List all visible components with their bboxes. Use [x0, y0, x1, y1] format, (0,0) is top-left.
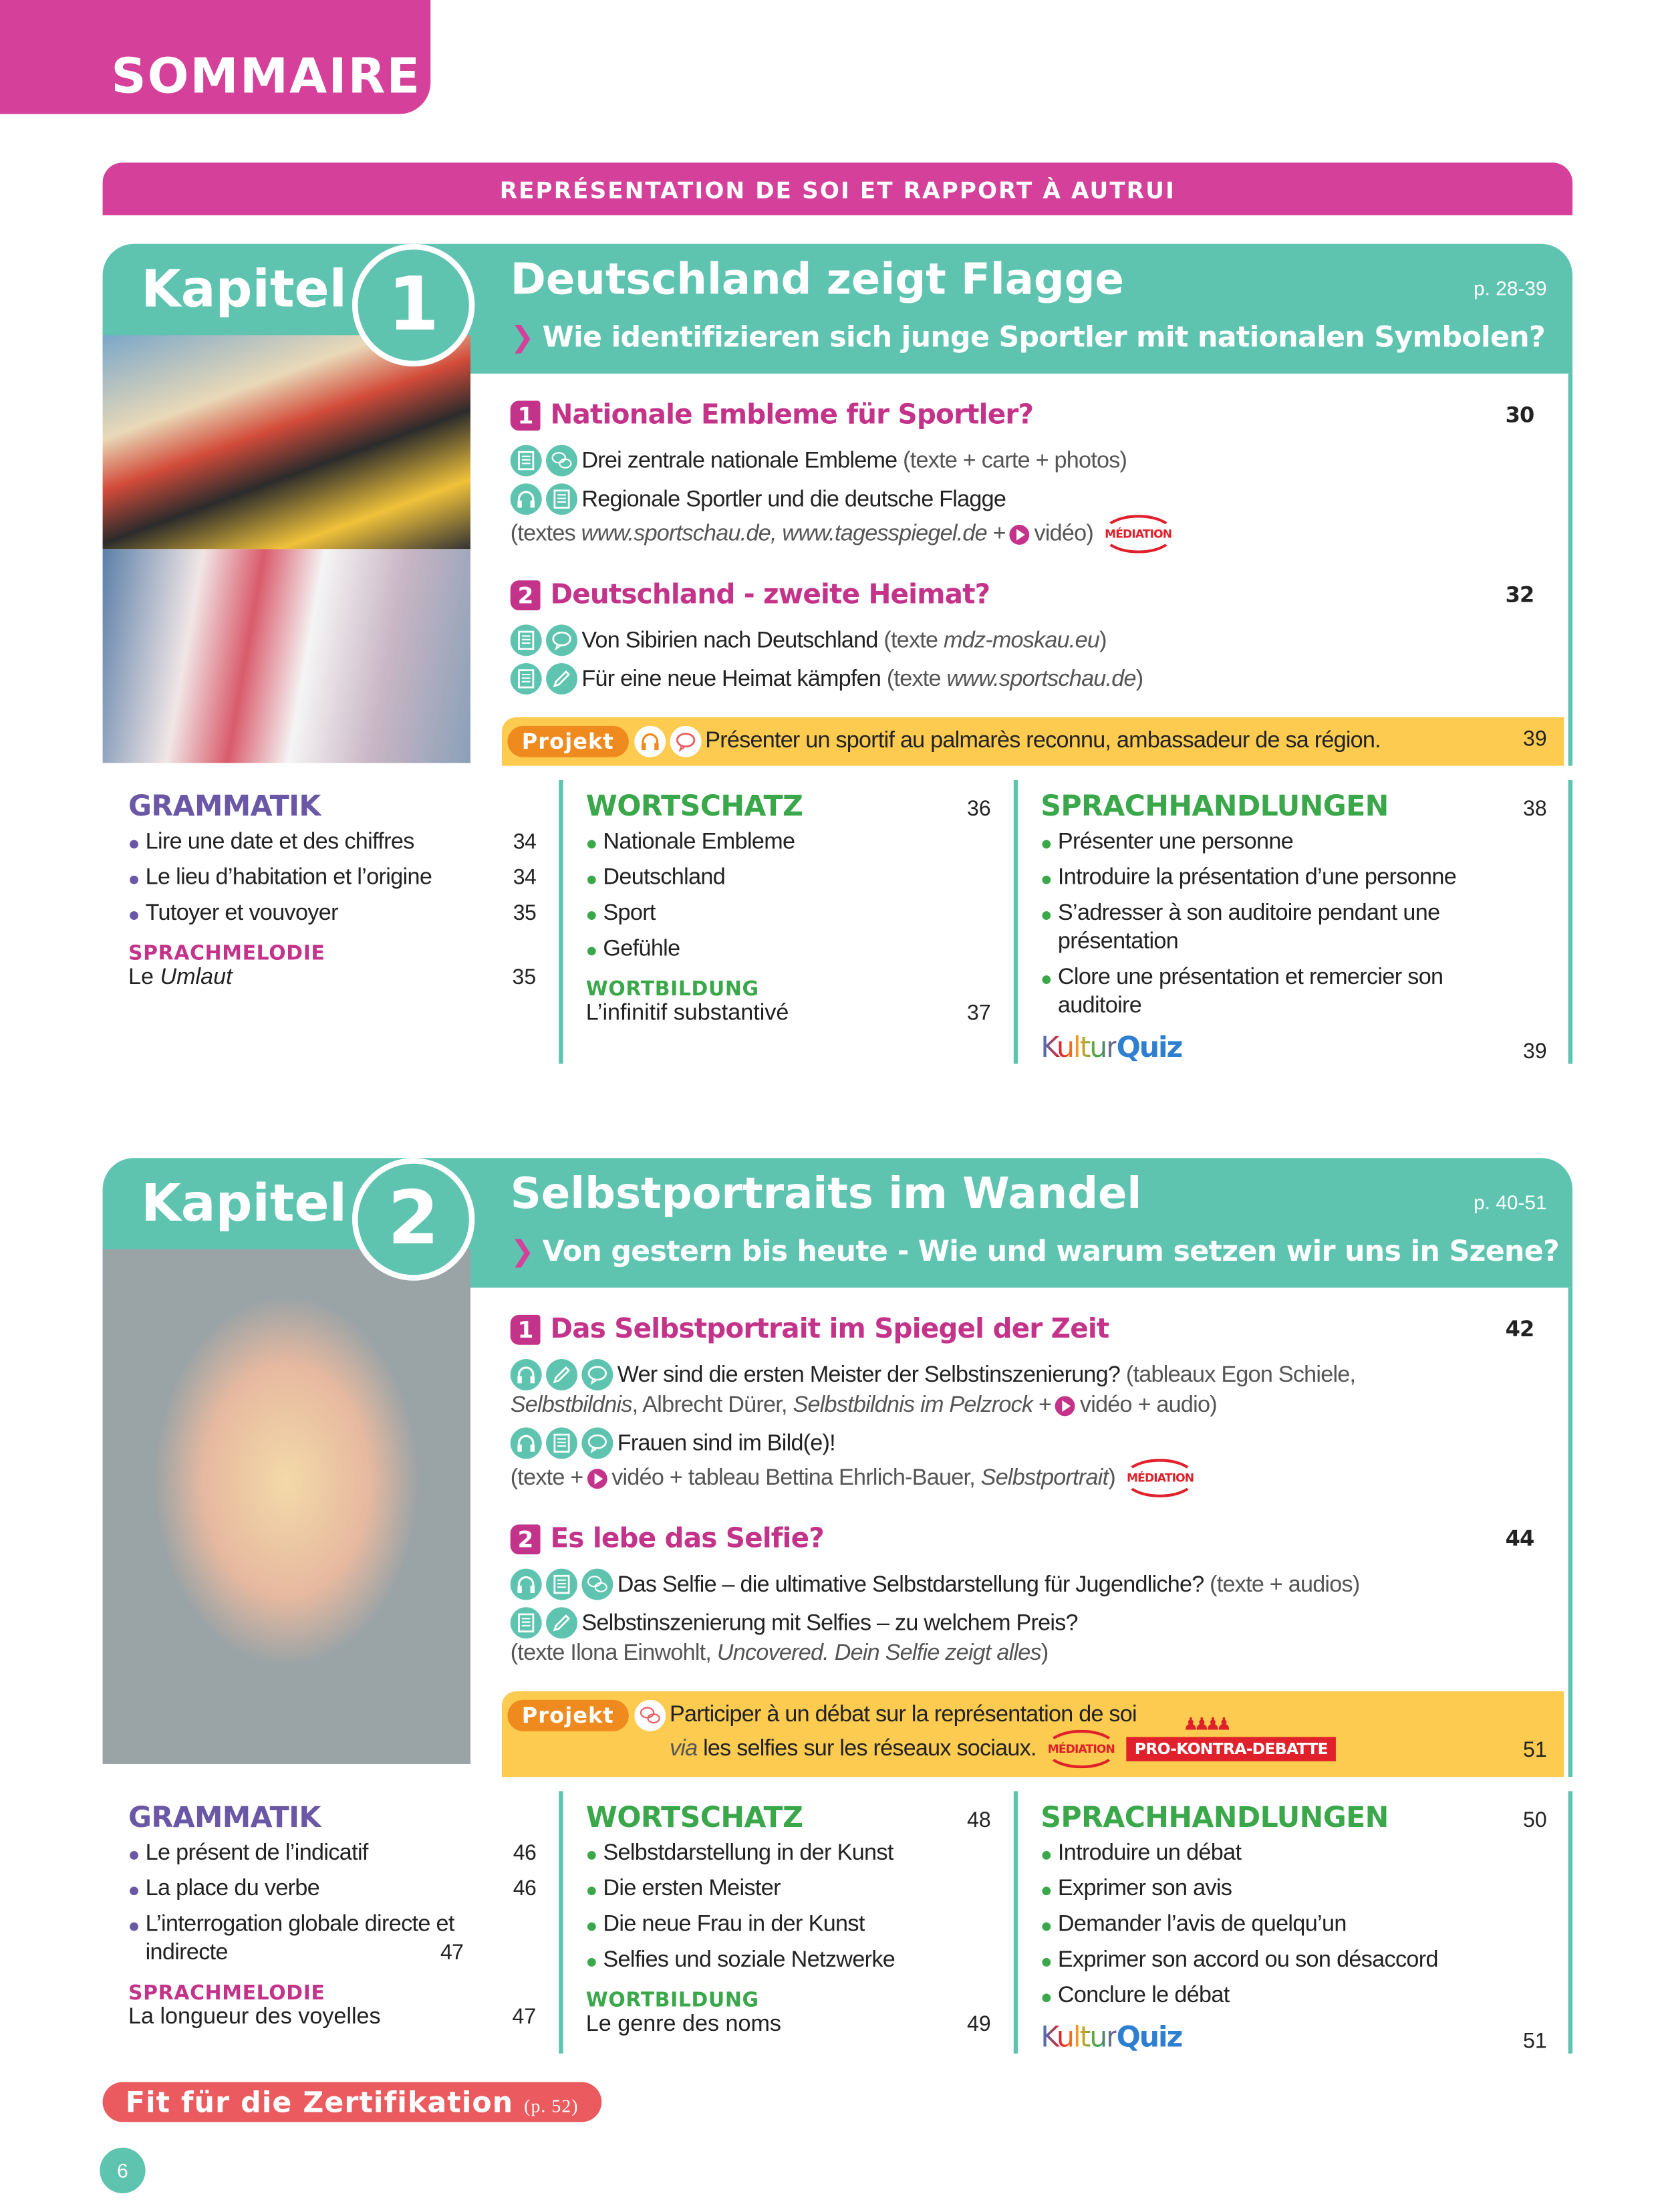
text-icon: [546, 483, 577, 515]
text-icon: [511, 1607, 542, 1638]
certification-link[interactable]: [103, 2082, 601, 2122]
item-text: Le genre des noms: [585, 2012, 782, 2037]
grammatik-item[interactable]: [128, 1911, 463, 1968]
text-icon: [511, 445, 542, 477]
item-text: L’interrogation globale directe et indirecte: [145, 1912, 454, 1965]
item-text: Frauen sind im Bild(e)!: [617, 1431, 835, 1456]
item-text: (texte: [883, 628, 944, 652]
item-text: les selfies sur les réseaux sociaux.: [697, 1737, 1037, 1761]
item-page: 34: [513, 830, 537, 854]
painting-self-portrait: [103, 1249, 470, 1764]
section-title: Es lebe das Selfie?: [550, 1523, 824, 1555]
source-title: Selbstportrait: [980, 1466, 1109, 1491]
item-line: [511, 1390, 1551, 1421]
item-line: [511, 483, 1551, 515]
section-heading[interactable]: [511, 1520, 1551, 1557]
item-line: [511, 1459, 1551, 1497]
kulturquiz-logo[interactable]: [1041, 2019, 1568, 2054]
item-text: , Albrecht Dürer,: [632, 1393, 793, 1418]
mediation-badge: MÉDIATION: [1045, 1730, 1118, 1769]
item-page: 37: [967, 1001, 991, 1025]
play-icon: [587, 1468, 607, 1488]
grammatik-item[interactable]: [128, 828, 536, 857]
section-title: Das Selbstportrait im Spiegel der Zeit: [550, 1313, 1109, 1345]
sprachhandlungen-item[interactable]: Demander l’avis de quelqu’un: [1041, 1911, 1511, 1940]
item-text: Wer sind die ersten Meister der Selbstinszenierung?: [617, 1362, 1126, 1387]
chevron-right-icon: ❯: [510, 1233, 534, 1268]
chapter-details: [103, 780, 1572, 1064]
write-icon: [546, 1359, 577, 1390]
text-icon: [546, 1569, 577, 1600]
item-line: [511, 1569, 1551, 1600]
projekt-page: 51: [1523, 1738, 1547, 1763]
item-text: Von Sibirien nach Deutschland: [581, 628, 884, 652]
projekt-text: [705, 726, 1381, 756]
speak-icon: [581, 1359, 613, 1390]
wortschatz-list: [586, 828, 1014, 964]
chapter-question: [511, 320, 1545, 354]
sprachhandlungen-item[interactable]: Conclure le débat: [1041, 1982, 1511, 2011]
list-item[interactable]: [511, 624, 1551, 656]
dialog-icon: [581, 1569, 613, 1600]
list-item[interactable]: [511, 1427, 1551, 1497]
section: [511, 396, 1551, 554]
wortschatz-item[interactable]: Selbstdarstellung in der Kunst: [586, 1840, 1014, 1868]
speak-icon: [546, 624, 577, 656]
wortbildung-heading: WORTBILDUNG: [585, 1989, 759, 2013]
item-line: [511, 1607, 1551, 1638]
sprachhandlungen-item[interactable]: Clore une présentation et remercier son auditoire: [1041, 964, 1511, 1021]
section-title: Nationale Embleme für Sportler?: [550, 399, 1034, 431]
chapter-2: [103, 1158, 1572, 2054]
section-heading[interactable]: [511, 576, 1551, 613]
projekt-bar[interactable]: [502, 717, 1564, 766]
section-title: Deutschland - zweite Heimat?: [550, 579, 990, 611]
write-icon: [546, 663, 577, 695]
source-title: Selbstbildnis: [510, 1393, 632, 1418]
text-icon: [546, 1427, 577, 1459]
audio-icon: [634, 726, 666, 757]
wortschatz-item[interactable]: Nationale Embleme: [586, 828, 1014, 857]
list-item[interactable]: [511, 445, 1551, 477]
sprachhandlungen-item[interactable]: Introduire la présentation d’une personne: [1041, 864, 1511, 893]
kulturquiz-page: 39: [1523, 1039, 1547, 1064]
list-item[interactable]: [511, 663, 1551, 695]
section-page: 42: [1505, 1316, 1534, 1342]
grammatik-item[interactable]: [128, 864, 536, 893]
source-title: www.sportschau.de, www.tagesspiegel.de: [581, 521, 987, 547]
chapter-number: 2: [352, 1158, 474, 1280]
chapter-content: [502, 374, 1572, 766]
item-text: (tableaux Egon Schiele,: [1125, 1362, 1356, 1387]
source-title: Selbstbildnis im Pelzrock: [793, 1393, 1033, 1418]
item-text: (textes: [510, 521, 581, 547]
mediation-badge: MÉDIATION: [1124, 1459, 1197, 1497]
sprachhandlungen-page: 50: [1523, 1808, 1547, 1833]
item-text: vidéo): [1034, 521, 1094, 547]
sprachhandlungen-list: [1041, 1840, 1511, 2011]
section-page: 32: [1505, 582, 1534, 608]
section-page: 30: [1505, 402, 1534, 428]
chapter-pages: p. 28-39: [1474, 276, 1547, 299]
item-text: Lire une date et des chiffres: [145, 830, 414, 854]
item-text: vidéo + tableau Bettina Ehrlich-Bauer,: [611, 1466, 981, 1491]
item-text: (texte + audios): [1210, 1572, 1360, 1597]
grammatik-item[interactable]: [128, 1840, 536, 1868]
fit-label: Fit für die Zertifikation: [125, 2084, 514, 2120]
wortbildung-item[interactable]: [586, 1001, 1014, 1027]
question-text: Wie identifizieren sich junge Sportler mit nationalen Symbolen?: [542, 319, 1546, 354]
photo-athletes-flags: [103, 335, 470, 549]
grammatik-item[interactable]: [128, 1875, 536, 1904]
grammatik-column: [103, 780, 559, 1064]
item-line: [670, 1700, 1337, 1730]
chapter-1: [103, 244, 1572, 1064]
sprachhandlungen-list: [1041, 828, 1511, 1021]
section: [511, 1311, 1551, 1497]
item-text: Drei zentrale nationale Embleme: [581, 448, 904, 473]
wortschatz-item[interactable]: Sport: [586, 900, 1014, 929]
grammatik-column: [103, 1791, 559, 2054]
item-text: (texte +: [510, 1466, 583, 1491]
item-text: Le lieu d’habitation et l’origine: [145, 865, 432, 890]
pro-kontra-debatte-badge: ♟♟♟♟ PRO-KONTRA-DEBATTE: [1126, 1737, 1337, 1761]
item-text-italic: Umlaut: [160, 965, 233, 990]
item-text: Tutoyer et vouvoyer: [145, 901, 338, 926]
sprachhandlungen-item[interactable]: Exprimer son accord ou son désaccord: [1041, 1947, 1511, 1975]
kulturquiz-kultur: Kultur: [1041, 2019, 1117, 2054]
wortschatz-page: 36: [967, 797, 991, 822]
section-number: 1: [511, 1314, 541, 1344]
projekt-label: Projekt: [507, 1700, 628, 1731]
sprachhandlungen-item[interactable]: Exprimer son avis: [1041, 1875, 1511, 1904]
list-item[interactable]: [511, 483, 1551, 554]
item-line: [511, 1638, 1551, 1669]
item-text: vidéo + audio): [1079, 1393, 1217, 1418]
item-text: ): [1135, 666, 1143, 691]
item-page: 47: [440, 1941, 464, 1965]
item-page: 35: [513, 901, 537, 926]
item-text: Für eine neue Heimat kämpfen: [581, 666, 887, 691]
item-line: [511, 445, 1551, 477]
item-text: Le présent de l’indicatif: [145, 1841, 368, 1866]
item-line: [511, 663, 1551, 695]
list-item[interactable]: [511, 1607, 1551, 1669]
item-text: +: [986, 521, 1006, 547]
wortschatz-item[interactable]: Selfies und soziale Netzwerke: [586, 1947, 1014, 1975]
item-text: L’infinitif substantivé: [585, 1001, 789, 1025]
item-line: [670, 1730, 1337, 1769]
item-page: 47: [512, 2005, 537, 2030]
item-text: Présenter un sportif au palmarès reconnu, ambassadeur de sa région.: [705, 729, 1381, 753]
fit-pages: (p. 52): [524, 2094, 579, 2116]
section-heading[interactable]: [511, 396, 1551, 433]
kulturquiz-kultur: Kultur: [1041, 1029, 1117, 1064]
sprachhandlungen-heading: SPRACHHANDLUNGEN: [1041, 1800, 1389, 1834]
audio-icon: [511, 483, 542, 515]
wortschatz-item[interactable]: Die neue Frau in der Kunst: [586, 1911, 1014, 1940]
section: [511, 576, 1551, 695]
audio-icon: [511, 1359, 542, 1390]
theme-banner: REPRÉSENTATION DE SOI ET RAPPORT À AUTRUI: [103, 162, 1572, 215]
wortschatz-item[interactable]: Gefühle: [586, 935, 1014, 964]
audio-icon: [511, 1569, 542, 1600]
item-line: [511, 1359, 1551, 1390]
wortschatz-column: [559, 1791, 1014, 2054]
sprachhandlungen-column: [1014, 780, 1572, 1064]
item-line: [511, 515, 1551, 554]
speak-icon: [670, 726, 701, 757]
item-page: 35: [512, 965, 537, 990]
kulturquiz-logo[interactable]: [1041, 1029, 1568, 1064]
item-line: [511, 1427, 1551, 1459]
item-page: 49: [967, 2012, 991, 2037]
kapitel-label: Kapitel: [141, 261, 347, 320]
section-heading[interactable]: [511, 1311, 1551, 1348]
item-text: Participer à un débat sur la représentation de soi: [669, 1703, 1137, 1727]
dialog-icon: [546, 445, 577, 477]
item-line: [705, 726, 1381, 756]
sommaire-tab: SOMMAIRE: [0, 0, 430, 114]
item-text: La place du verbe: [145, 1876, 320, 1901]
item-text: ): [1108, 1466, 1115, 1491]
wortschatz-column: [559, 780, 1014, 1064]
chapter-details: [103, 1791, 1572, 2054]
chevron-right-icon: ❯: [510, 319, 534, 354]
grammatik-list: [128, 1840, 536, 1968]
wortschatz-heading: WORTSCHATZ: [585, 788, 803, 823]
item-text: Das Selfie – die ultimative Selbstdarstellung für Jugendliche?: [617, 1572, 1210, 1597]
wortschatz-item[interactable]: Deutschland: [586, 864, 1014, 893]
item-page: 46: [513, 1876, 537, 1901]
section: [511, 1520, 1551, 1669]
dialog-icon: [634, 1700, 666, 1731]
projekt-text: [670, 1700, 1337, 1768]
play-icon: [1056, 1395, 1076, 1415]
item-text: ): [1099, 628, 1107, 652]
grammatik-heading: GRAMMATIK: [128, 788, 321, 823]
wortbildung-item[interactable]: [586, 2012, 1014, 2038]
text-icon: [511, 624, 542, 656]
item-text: Selbstinszenierung mit Selfies – zu welchem Preis?: [581, 1610, 1078, 1635]
chapter-title: Selbstportraits im Wandel: [510, 1169, 1142, 1219]
source-title: www.sportschau.de: [946, 666, 1136, 691]
grammatik-item[interactable]: [128, 900, 536, 929]
page-number: 6: [100, 2148, 145, 2193]
source-title: via: [669, 1737, 698, 1761]
wortschatz-item[interactable]: Die ersten Meister: [586, 1875, 1014, 1904]
sprachmelodie-item[interactable]: [128, 2005, 536, 2030]
item-text: Regionale Sportler und die deutsche Flagge: [581, 487, 1006, 511]
sprachhandlungen-item[interactable]: Présenter une personne: [1041, 828, 1511, 857]
item-text: +: [1032, 1393, 1052, 1418]
sprachhandlungen-item[interactable]: S’adresser à son auditoire pendant une présentation: [1041, 900, 1511, 957]
kulturquiz-page: 51: [1523, 2029, 1547, 2054]
item-page: 46: [513, 1841, 537, 1866]
sprachhandlungen-heading: SPRACHHANDLUNGEN: [1041, 788, 1389, 823]
section-number: 2: [511, 1523, 541, 1554]
section-page: 44: [1505, 1525, 1534, 1552]
sprachhandlungen-page: 38: [1523, 797, 1547, 822]
sprachmelodie-heading: SPRACHMELODIE: [128, 943, 325, 966]
question-text: Von gestern bis heute - Wie und warum setzen wir uns in Szene?: [542, 1233, 1560, 1268]
list-item[interactable]: [511, 1569, 1551, 1600]
sprachmelodie-item[interactable]: [128, 965, 536, 991]
item-text: (texte + carte + photos): [903, 448, 1127, 473]
mediation-badge: MÉDIATION: [1102, 515, 1175, 554]
text-icon: [511, 663, 542, 695]
audio-icon: [511, 1427, 542, 1459]
section-number: 2: [511, 580, 541, 610]
item-text: (texte Ilona Einwohlt,: [510, 1641, 717, 1666]
chapter-question: [511, 1233, 1559, 1267]
section-number: 1: [511, 400, 541, 430]
item-text: La longueur des voyelles: [128, 2005, 381, 2030]
grammatik-heading: GRAMMATIK: [128, 1800, 321, 1834]
write-icon: [546, 1607, 577, 1638]
item-text: Le: [128, 965, 160, 990]
chapter-number: 1: [352, 244, 474, 366]
kapitel-label: Kapitel: [141, 1175, 347, 1234]
projekt-label: Projekt: [507, 726, 628, 757]
play-icon: [1010, 524, 1030, 544]
chapter-content: [502, 1287, 1572, 1777]
source-title: mdz-moskau.eu: [944, 628, 1100, 652]
wortschatz-page: 48: [967, 1808, 991, 1833]
grammatik-list: [128, 828, 536, 928]
chapter-pages: p. 40-51: [1474, 1191, 1547, 1214]
wortschatz-heading: WORTSCHATZ: [585, 1800, 803, 1834]
speak-icon: [581, 1427, 613, 1459]
projekt-page: 39: [1523, 727, 1547, 752]
wortschatz-list: [586, 1840, 1014, 1975]
sprachmelodie-heading: SPRACHMELODIE: [128, 1982, 325, 2005]
sprachhandlungen-item[interactable]: Introduire un débat: [1041, 1840, 1511, 1868]
wortbildung-heading: WORTBILDUNG: [585, 978, 759, 1001]
kulturquiz-quiz: Quiz: [1116, 1029, 1182, 1064]
sprachhandlungen-column: [1014, 1791, 1572, 2054]
chapter-title: Deutschland zeigt Flagge: [510, 255, 1124, 305]
item-text: ): [1041, 1641, 1049, 1666]
item-text: (texte: [886, 666, 947, 691]
list-item[interactable]: [511, 1359, 1551, 1421]
kulturquiz-quiz: Quiz: [1116, 2019, 1182, 2054]
photo-football-team: [103, 549, 470, 763]
item-line: [511, 624, 1551, 656]
source-title: Uncovered. Dein Selfie zeigt alles: [716, 1641, 1041, 1666]
item-page: 34: [513, 865, 537, 890]
projekt-bar[interactable]: [502, 1691, 1564, 1777]
